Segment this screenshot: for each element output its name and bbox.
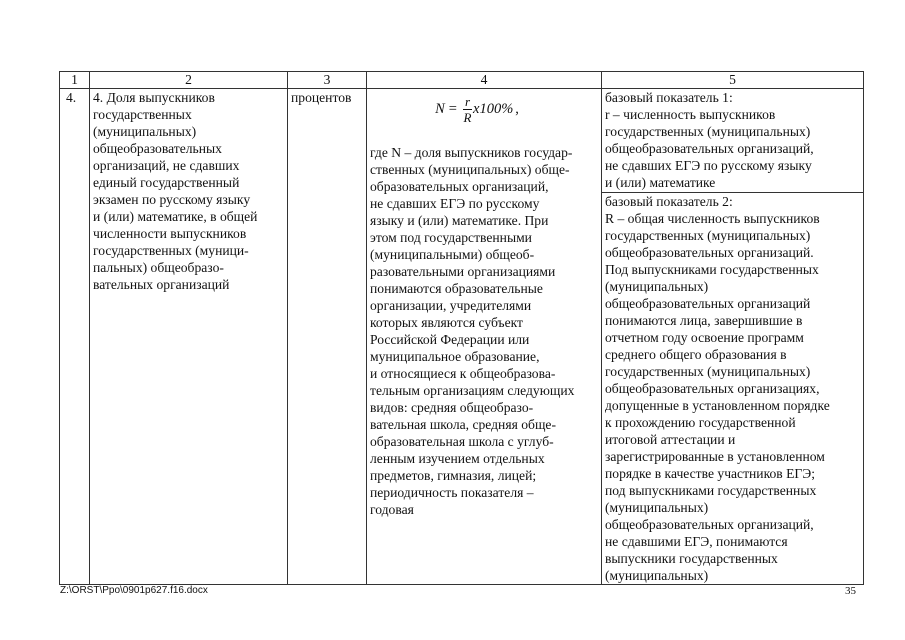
text-line: Под выпускниками государственных <box>605 262 819 277</box>
formula-multiplier: x100% <box>473 100 514 117</box>
text-line: общеобразовательных организациях, <box>605 381 820 396</box>
text-line: которых являются субъект <box>370 315 523 330</box>
indicator-name-cell <box>90 89 288 585</box>
text-line: государственных (муници- <box>93 243 249 258</box>
text-line: общеобразовательных организаций <box>605 296 811 311</box>
text-line: зарегистрированные в установленном <box>605 449 825 464</box>
table-header-row <box>60 72 864 89</box>
text-line: языку и (или) математике. При <box>370 213 549 228</box>
text-line: образовательных организаций, <box>370 179 549 194</box>
text-line: и (или) математике <box>605 175 716 190</box>
text-line: численности выпускников <box>93 226 247 241</box>
formula-fraction <box>463 95 472 124</box>
text-line: где N – доля выпускников государ- <box>370 145 573 160</box>
formula-equals: = <box>448 100 457 117</box>
text-line: R – общая численность выпускников <box>605 211 820 226</box>
text-line: разовательными организациями <box>370 264 556 279</box>
text-line: экзамен по русскому языку <box>93 192 251 207</box>
method-description <box>370 144 598 518</box>
text-line: выпускники государственных <box>605 551 778 566</box>
text-line: не сдавших ЕГЭ по русскому языку <box>605 158 812 173</box>
text-line: предметов, гимназия, лицей; <box>370 468 537 483</box>
text-line: Российской Федерации или <box>370 332 530 347</box>
text-line: общеобразовательных <box>93 141 222 156</box>
text-line: (муниципальных) <box>93 124 197 139</box>
text-line: под выпускниками государственных <box>605 483 817 498</box>
text-line: вательных организаций <box>93 277 230 292</box>
text-line: организации, учредителями <box>370 298 532 313</box>
text-line: организаций, не сдавших <box>93 158 240 173</box>
text-line: (муниципальных) <box>605 279 709 294</box>
text-line: ственных (муниципальных) обще- <box>370 162 570 177</box>
header-col-5: 5 <box>602 72 864 89</box>
indicator-name-text <box>93 89 284 293</box>
formula <box>356 89 598 129</box>
text-line: общеобразовательных организаций. <box>605 245 814 260</box>
text-line: образовательная школа с углуб- <box>370 434 554 449</box>
text-line: (муниципальных) <box>605 500 709 515</box>
formula-denominator: R <box>463 109 472 125</box>
text-line: допущенные в установленном порядке <box>605 398 830 413</box>
text-line: базовый показатель 2: <box>605 194 733 209</box>
formula-lhs: N <box>435 100 445 117</box>
formula-trail: , <box>515 100 519 117</box>
text-line: (муниципальными) общеоб- <box>370 247 535 262</box>
text-line: базовый показатель 1: <box>605 90 733 105</box>
footer-file-path: Z:\ORST\Ppo\0901p627.f16.docx <box>60 585 208 596</box>
basis-cell <box>602 89 864 585</box>
text-line: порядке в качестве участников ЕГЭ; <box>605 466 816 481</box>
text-line: государственных <box>93 107 192 122</box>
text-line: к прохождению государственной <box>605 415 796 430</box>
text-line: среднего общего образования в <box>605 347 787 362</box>
text-line: и (или) математике, в общей <box>93 209 258 224</box>
text-line: r – численность выпускников <box>605 107 776 122</box>
indicator-table <box>59 71 864 585</box>
text-line: отчетном году освоение программ <box>605 330 804 345</box>
header-col-3: 3 <box>288 72 367 89</box>
text-line: государственных (муниципальных) <box>605 124 811 139</box>
basis-indicator-2 <box>602 193 863 584</box>
text-line: итоговой аттестации и <box>605 432 736 447</box>
unit-text: процентов <box>291 90 352 105</box>
text-line: понимаются лица, завершившие в <box>605 313 803 328</box>
header-col-2: 2 <box>90 72 288 89</box>
table-row <box>60 89 864 585</box>
text-line: общеобразовательных организаций, <box>605 517 814 532</box>
text-line: не сдавшими ЕГЭ, понимаются <box>605 534 788 549</box>
footer-page-number: 35 <box>845 585 856 597</box>
text-line: не сдавших ЕГЭ по русскому <box>370 196 540 211</box>
text-line: видов: средняя общеобразо- <box>370 400 534 415</box>
text-line: понимаются образовательные <box>370 281 543 296</box>
text-line: муниципальное образование, <box>370 349 540 364</box>
text-line: периодичность показателя – <box>370 485 534 500</box>
row-number: 4. <box>60 89 90 585</box>
text-line: единый государственный <box>93 175 240 190</box>
text-line: 4. Доля выпускников <box>93 90 215 105</box>
text-line: пальных) общеобразо- <box>93 260 224 275</box>
text-line: вательная школа, средняя обще- <box>370 417 556 432</box>
basis-indicator-1 <box>602 89 863 193</box>
text-line: годовая <box>370 502 414 517</box>
text-line: общеобразовательных организаций, <box>605 141 814 156</box>
text-line: государственных (муниципальных) <box>605 228 811 243</box>
unit-cell <box>288 89 367 585</box>
header-col-4: 4 <box>367 72 602 89</box>
text-line: ленным изучением отдельных <box>370 451 545 466</box>
header-col-1: 1 <box>60 72 90 89</box>
method-cell <box>367 89 602 585</box>
text-line: (муниципальных) <box>605 568 709 583</box>
formula-numerator: r <box>464 93 471 109</box>
text-line: этом под государственными <box>370 230 532 245</box>
text-line: тельным организациям следующих <box>370 383 575 398</box>
text-line: государственных (муниципальных) <box>605 364 811 379</box>
text-line: и относящиеся к общеобразова- <box>370 366 556 381</box>
